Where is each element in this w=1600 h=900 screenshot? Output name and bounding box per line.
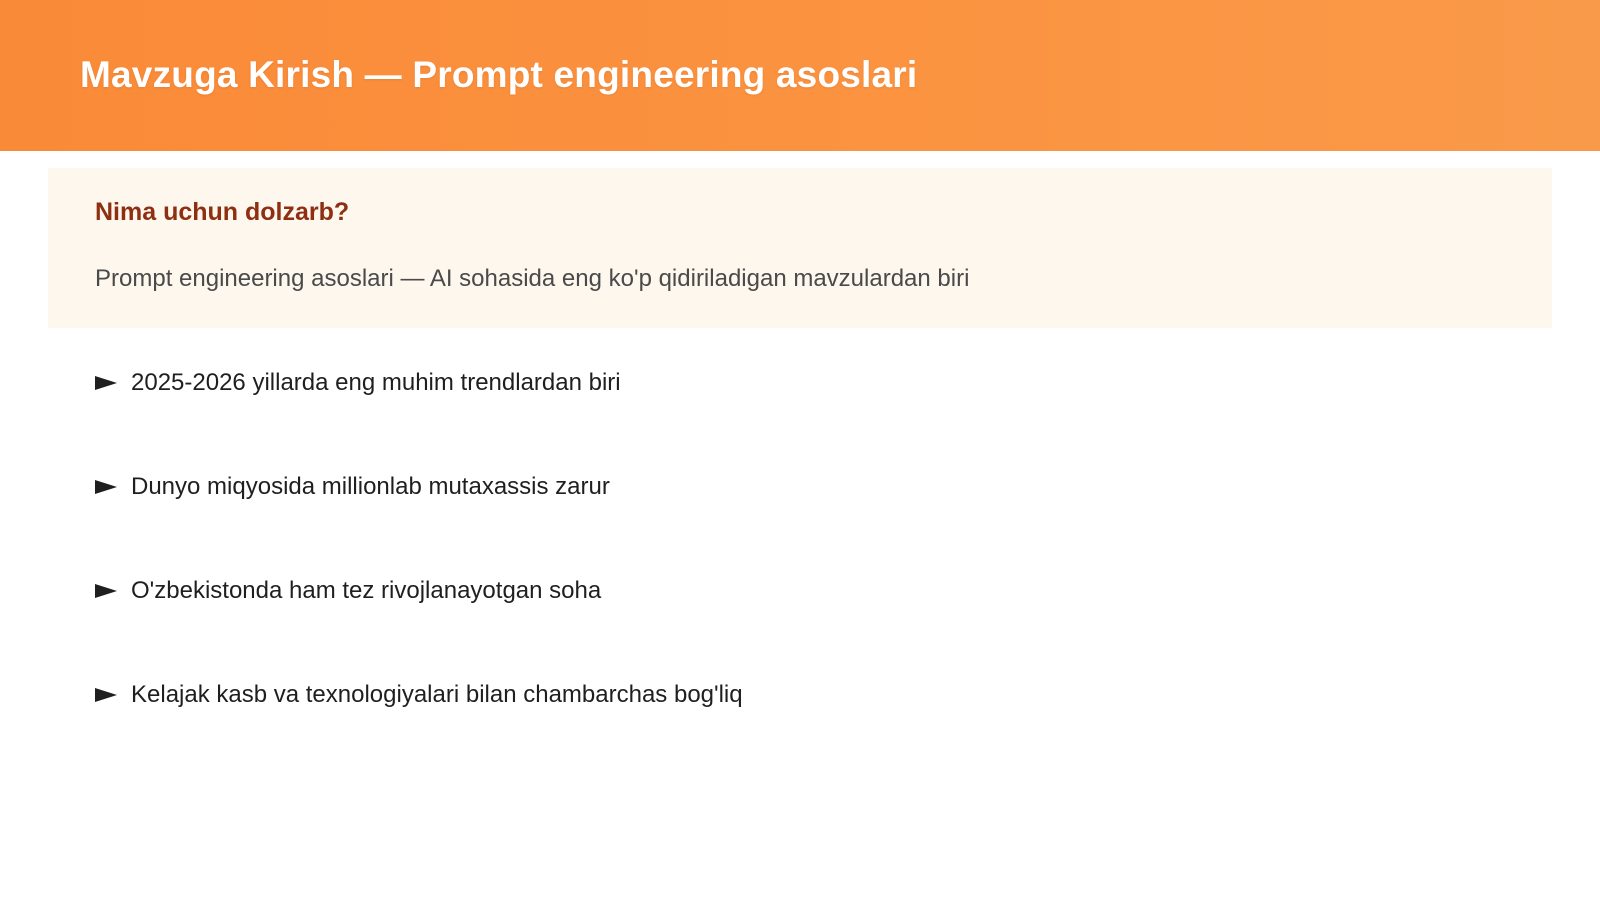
triangle-pointer-icon <box>95 688 117 702</box>
bullet-list <box>95 366 743 782</box>
triangle-pointer-icon <box>95 584 117 598</box>
intro-text: Prompt engineering asoslari — AI sohasida eng ko'p qidiriladigan mavzulardan biri <box>95 265 970 292</box>
bullet-item <box>95 366 743 400</box>
bullet-text: Dunyo miqyosida millionlab mutaxassis zarur <box>131 473 610 500</box>
bullet-text: O'zbekistonda ham tez rivojlanayotgan soha <box>131 577 602 604</box>
slide-header <box>0 0 1600 151</box>
triangle-pointer-icon <box>95 376 117 390</box>
intro-heading: Nima uchun dolzarb? <box>95 198 350 226</box>
bullet-item <box>95 678 743 712</box>
intro-box <box>48 168 1552 328</box>
bullet-text: Kelajak kasb va texnologiyalari bilan chambarchas bog'liq <box>131 681 743 708</box>
triangle-pointer-icon <box>95 480 117 494</box>
bullet-item <box>95 574 743 608</box>
bullet-text: 2025-2026 yillarda eng muhim trendlardan biri <box>131 369 621 396</box>
slide-title: Mavzuga Kirish — Prompt engineering asoslari <box>80 54 918 95</box>
bullet-item <box>95 470 743 504</box>
